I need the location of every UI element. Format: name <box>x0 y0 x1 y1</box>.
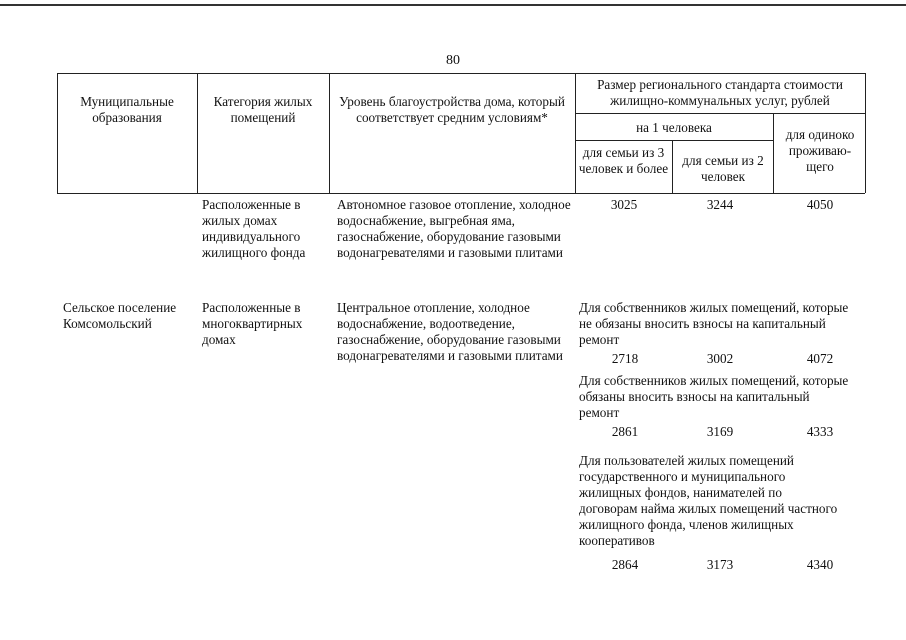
top-border <box>0 4 906 6</box>
group3-value-family3: 2864 <box>611 557 639 572</box>
header-standard-size: Размер регионального стандарта стоимости жилищно-коммунальных услуг, рублей <box>597 77 843 108</box>
header-family-3: для семьи из 3 человек и более <box>578 145 669 176</box>
header-category: Категория жилых помещений <box>213 94 313 125</box>
row1-value-family2: 3244 <box>706 197 734 212</box>
group3-value-family2: 3173 <box>706 557 734 572</box>
header-single: для одиноко проживаю-щего <box>785 127 855 174</box>
header-per-person: на 1 человека <box>636 120 712 135</box>
group2-label: Для собственников жилых помещений, которые обязаны вносить взносы на капитальный ремонт <box>579 373 849 420</box>
group2-value-family2: 3169 <box>706 424 734 439</box>
group1-value-single: 4072 <box>806 351 834 366</box>
row1-category: Расположенные в жилых домах индивидуального жилищного фонда <box>202 197 306 260</box>
group1-label: Для собственников жилых помещений, которые не обязаны вносить взносы на капитальный ремонт <box>579 300 849 347</box>
group3-label: Для пользователей жилых помещений государственного и муниципального жилищных фондов, нанимателей по договорам найма жилых помещений частного жилищного фонда, членов жилищных кооперативов <box>579 453 838 548</box>
page-number: 80 <box>446 53 460 68</box>
header-municipalities: Муниципальные образования <box>80 94 174 125</box>
group2-value-single: 4333 <box>806 424 834 439</box>
header-family-2: для семьи из 2 человек <box>682 153 764 184</box>
row1-value-single: 4050 <box>806 197 834 212</box>
row1-value-family3: 3025 <box>610 197 638 212</box>
group1-value-family3: 2718 <box>611 351 639 366</box>
row2-municipality: Сельское поселение Комсомольский <box>63 300 177 331</box>
row1-amenities: Автономное газовое отопление, холодное водоснабжение, выгребная яма, газоснабжение, оборудование газовыми водонагревателями и газовыми плитами <box>337 197 571 260</box>
group2-value-family3: 2861 <box>611 424 639 439</box>
row2-amenities: Центральное отопление, холодное водоснабжение, водоотведение, газоснабжение, оборудование газовыми водонагревателями и газовыми плитами <box>337 300 563 363</box>
group1-value-family2: 3002 <box>706 351 734 366</box>
row2-category: Расположенные в многоквартирных домах <box>202 300 303 347</box>
group3-value-single: 4340 <box>806 557 834 572</box>
header-amenities: Уровень благоустройства дома, который соответствует средним условиям* <box>339 94 565 125</box>
